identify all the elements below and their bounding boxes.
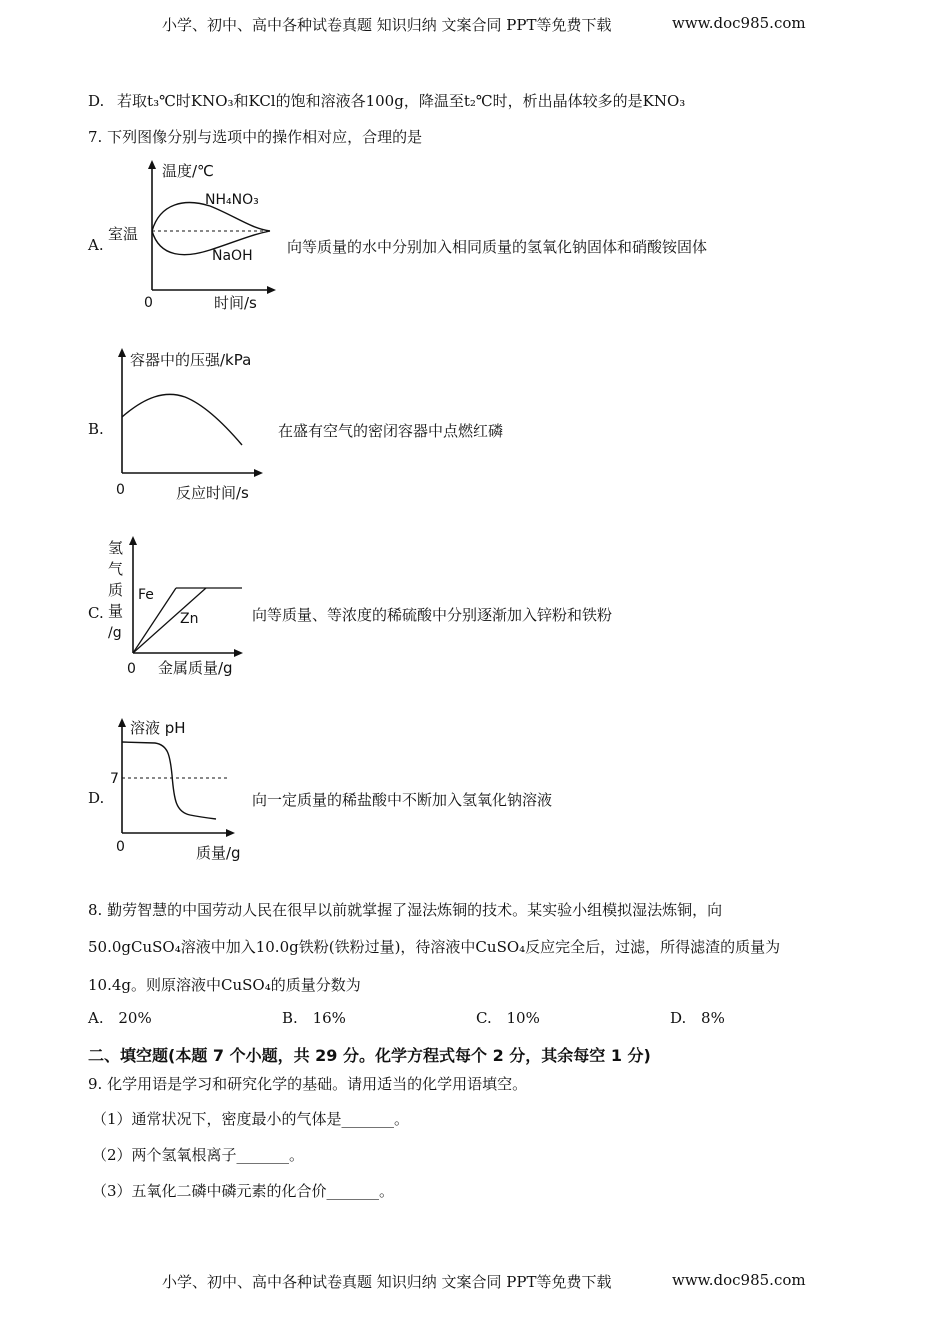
q7-c-letter: C. <box>88 604 104 622</box>
q9-stem: 9. 化学用语是学习和研究化学的基础。请用适当的化学用语填空。 <box>88 1075 528 1093</box>
a-xlabel: 时间/s <box>214 294 257 312</box>
section2-title: 二、填空题(本题 7 个小题，共 29 分。化学方程式每个 2 分，其余每空 1 分) <box>88 1046 651 1065</box>
q7-a-text: 向等质量的水中分别加入相同质量的氢氧化钠固体和硝酸铵固体 <box>287 238 708 256</box>
c-x-arrow <box>234 649 243 657</box>
c-label-fe: Fe <box>138 587 154 603</box>
c-xlabel: 金属质量/g <box>158 659 233 677</box>
b-x-arrow <box>254 469 263 477</box>
q7-a-letter: A. <box>88 236 104 254</box>
a-upper-label: NH₄NO₃ <box>205 192 259 208</box>
b-ylabel: 容器中的压强/kPa <box>130 351 252 369</box>
q7-c-graph <box>100 533 250 683</box>
q8-line2: 50.0gCuSO₄溶液中加入10.0g铁粉(铁粉过量)，待溶液中CuSO₄反应完全后，过滤，所得滤渣的质量为 <box>88 938 781 956</box>
q8-choice-d-value: 8% <box>701 1009 725 1027</box>
a-ref-label: 室温 <box>108 225 139 243</box>
header-text: 小学、初中、高中各种试卷真题 知识归纳 文案合同 PPT等免费下载 <box>162 16 612 34</box>
q7-a-graph <box>100 158 280 313</box>
b-curve-pressure <box>122 394 242 445</box>
q9-item-3-text: 五氧化二磷中磷元素的化合价_______。 <box>131 1182 395 1200</box>
d-ref-value: 7 <box>110 771 119 787</box>
b-xlabel: 反应时间/s <box>176 484 249 502</box>
a-lower-label: NaOH <box>212 248 253 264</box>
q7-b-letter: B. <box>88 420 104 438</box>
d-origin: 0 <box>116 839 125 855</box>
q7-d-graph <box>100 715 250 865</box>
c-ylabel-4: 量 <box>108 602 124 620</box>
c-origin: 0 <box>127 661 136 677</box>
a-ylabel: 温度/℃ <box>162 162 214 180</box>
q9-item-1 <box>92 1108 409 1129</box>
c-ylabel-5: /g <box>108 625 122 641</box>
q7-stem: 7. 下列图像分别与选项中的操作相对应，合理的是 <box>88 128 423 146</box>
c-ylabel-1: 氢 <box>108 539 124 557</box>
a-x-arrow <box>267 286 276 294</box>
q8-line1: 8. 勤劳智慧的中国劳动人民在很早以前就掌握了湿法炼铜的技术。某实验小组模拟湿法炼铜，向 <box>88 901 723 919</box>
d-ylabel: 溶液 pH <box>130 719 186 737</box>
page-header <box>162 14 612 35</box>
d-y-arrow <box>118 718 126 727</box>
q8-choice-c <box>476 1009 540 1027</box>
d-xlabel: 质量/g <box>196 844 241 862</box>
q9-item-2-num: （2） <box>92 1146 132 1164</box>
page-footer <box>162 1271 612 1292</box>
header-url[interactable]: www.doc985.com <box>672 14 806 32</box>
q8-choice-c-letter: C. <box>476 1009 492 1027</box>
q7-d-letter: D. <box>88 789 105 807</box>
q8-choice-a-value: 20% <box>118 1009 152 1027</box>
q9-item-1-num: （1） <box>92 1110 132 1128</box>
q8-choice-d <box>670 1009 725 1027</box>
b-origin: 0 <box>116 482 125 498</box>
q7-d-text: 向一定质量的稀盐酸中不断加入氢氧化钠溶液 <box>252 791 553 809</box>
footer-text: 小学、初中、高中各种试卷真题 知识归纳 文案合同 PPT等免费下载 <box>162 1273 612 1291</box>
q9-item-3 <box>92 1180 394 1201</box>
d-curve-ph <box>122 742 216 819</box>
q7-b-graph <box>100 345 270 505</box>
q8-choice-a-letter: A. <box>88 1009 104 1027</box>
q7-b-text: 在盛有空气的密闭容器中点燃红磷 <box>278 422 504 440</box>
q9-item-2-text: 两个氢氧根离子_______。 <box>131 1146 305 1164</box>
q8-choice-b-letter: B. <box>282 1009 298 1027</box>
q6-option-d-text: 若取t₃℃时KNO₃和KCl的饱和溶液各100g，降温至t₂℃时，析出晶体较多的是KNO₃ <box>117 92 686 110</box>
q6-option-d-letter: D. <box>88 92 105 110</box>
footer-url[interactable]: www.doc985.com <box>672 1271 806 1289</box>
q8-choice-b <box>282 1009 346 1027</box>
q9-item-2 <box>92 1144 304 1165</box>
c-ylabel-3: 质 <box>108 581 124 599</box>
b-y-arrow <box>118 348 126 357</box>
c-y-arrow <box>129 536 137 545</box>
q7-c-text: 向等质量、等浓度的稀硫酸中分别逐渐加入锌粉和铁粉 <box>252 606 613 624</box>
q8-choice-a <box>88 1009 152 1027</box>
q8-choice-d-letter: D. <box>670 1009 687 1027</box>
d-x-arrow <box>226 829 235 837</box>
q8-line3: 10.4g。则原溶液中CuSO₄的质量分数为 <box>88 976 361 994</box>
c-label-zn: Zn <box>180 611 199 627</box>
q8-choice-c-value: 10% <box>506 1009 540 1027</box>
c-ylabel-2: 气 <box>108 560 124 578</box>
q6-option-d <box>88 90 685 111</box>
a-origin: 0 <box>144 295 153 311</box>
q9-item-3-num: （3） <box>92 1182 132 1200</box>
q8-choice-b-value: 16% <box>312 1009 346 1027</box>
a-y-arrow <box>148 160 156 169</box>
q9-item-1-text: 通常状况下，密度最小的气体是_______。 <box>131 1110 410 1128</box>
